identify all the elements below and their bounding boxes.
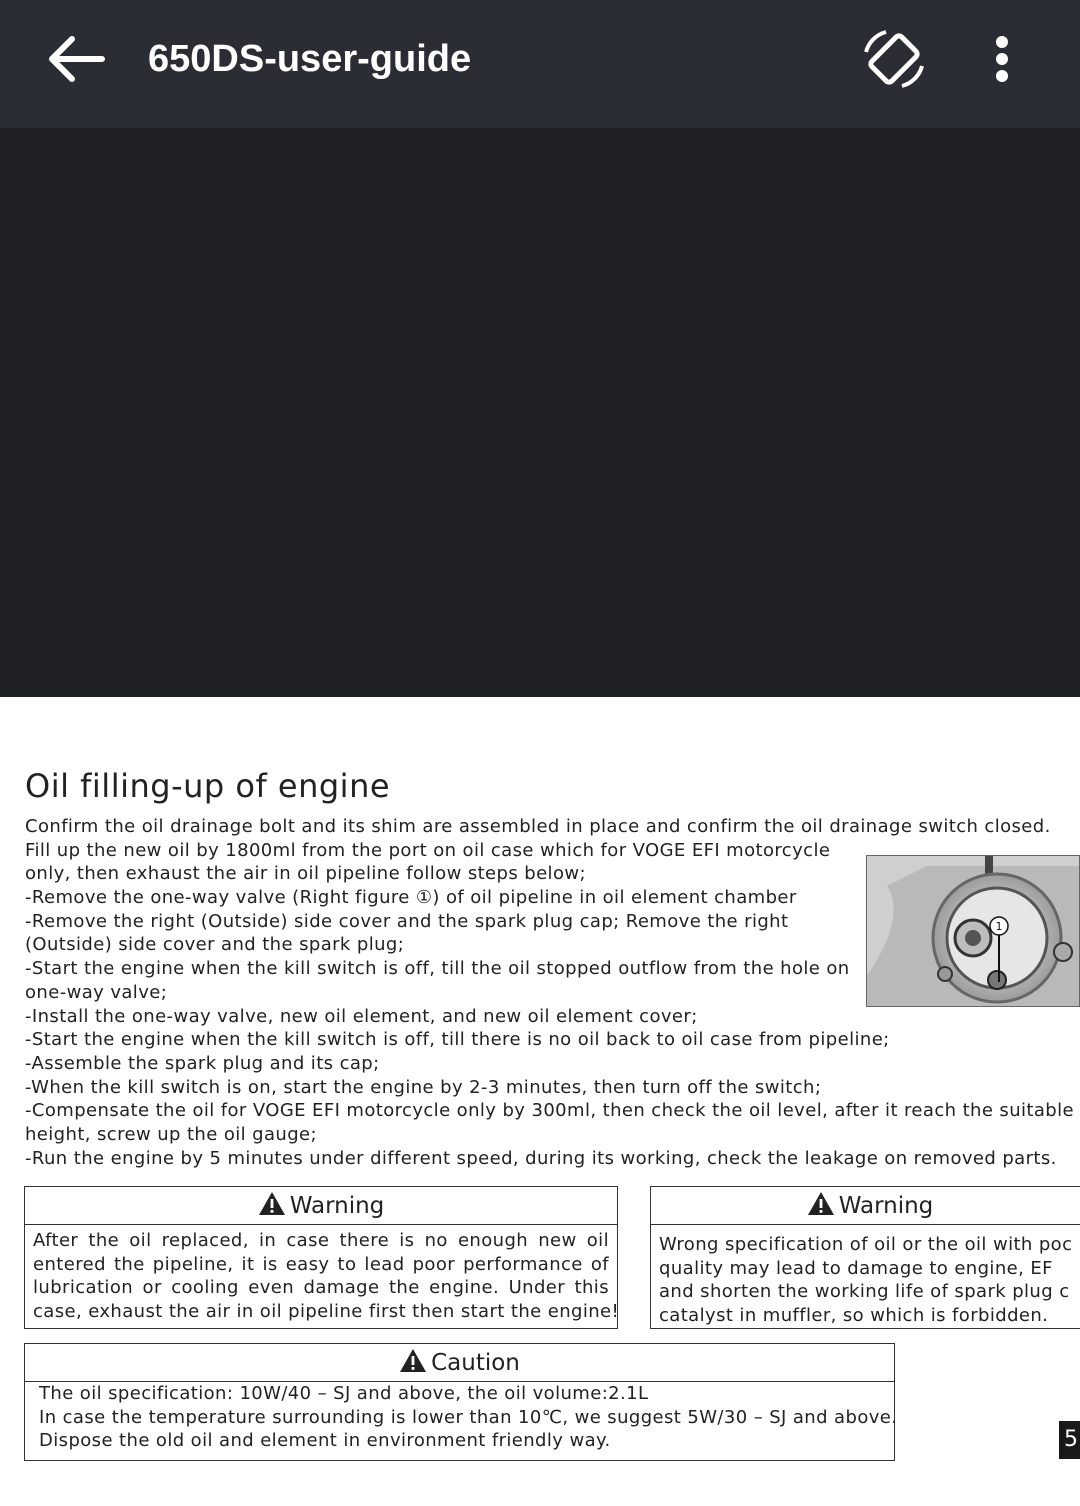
empty-page-area — [0, 128, 1080, 697]
caution-line: Dispose the old oil and element in environment friendly way. — [39, 1430, 611, 1452]
text-line: Confirm the oil drainage bolt and its shim are assembled in place and confirm the oil drainage switch closed. — [25, 816, 1051, 837]
caution-header — [25, 1344, 894, 1382]
back-button[interactable] — [40, 26, 112, 92]
warning-line: After the oil replaced, in case there is no enough new oil — [33, 1230, 609, 1251]
text-line: one-way valve; — [25, 981, 168, 1003]
warning-triangle-icon — [807, 1191, 835, 1216]
warning-box-left — [24, 1186, 618, 1329]
warning-triangle-icon — [258, 1191, 286, 1216]
text-line: -When the kill switch is on, start the engine by 2-3 minutes, then turn off the switch; — [25, 1076, 822, 1098]
text-line: -Remove the one-way valve (Right figure ①) of oil pipeline in oil element chamber — [25, 887, 797, 909]
text-line: height, screw up the oil gauge; — [25, 1123, 317, 1145]
text-line: -Remove the right (Outside) side cover and the spark plug cap; Remove the right — [25, 910, 789, 932]
warning-line: catalyst in muffler, so which is forbidden. — [659, 1304, 1049, 1326]
section-heading: Oil filling-up of engine — [25, 767, 391, 805]
caution-line: In case the temperature surrounding is lower than 10℃, we suggest 5W/30 – SJ and above. — [39, 1406, 898, 1428]
text-line: -Start the engine when the kill switch is off, till the oil stopped outflow from the hole on — [25, 958, 850, 980]
text-line: -Run the engine by 5 minutes under different speed, during its working, check the leakage on removed parts. — [25, 1147, 1057, 1169]
rotate-screen-button[interactable] — [856, 26, 932, 92]
text-line: (Outside) side cover and the spark plug; — [25, 934, 405, 956]
page-number: 5 — [1059, 1421, 1080, 1459]
warning-body — [25, 1225, 620, 1323]
caution-box — [24, 1343, 898, 1461]
figure-marker-label: 1 — [995, 920, 1003, 933]
caution-title: Caution — [431, 1350, 520, 1376]
more-options-button[interactable] — [982, 26, 1022, 92]
text-line: Fill up the new oil by 1800ml from the port on oil case which for VOGE EFI motorcycle — [25, 839, 831, 861]
text-line: -Start the engine when the kill switch is off, till there is no oil back to oil case from pipeline; — [25, 1029, 890, 1051]
caution-body — [25, 1382, 898, 1453]
warning-title: Warning — [838, 1193, 934, 1219]
warning-line: quality may lead to damage to engine, EF — [659, 1257, 1053, 1279]
warning-header — [651, 1187, 1080, 1225]
warning-line: entered the pipeline, it is easy to lead poor performance of — [33, 1253, 609, 1275]
arrow-left-icon — [40, 26, 112, 92]
warning-body — [651, 1225, 1080, 1327]
warning-line: Wrong specification of oil or the oil with poc — [659, 1234, 1073, 1255]
app-bar — [0, 0, 1080, 128]
text-line: only, then exhaust the air in oil pipeline follow steps below; — [25, 863, 586, 885]
text-line: -Compensate the oil for VOGE EFI motorcycle only by 300ml, then check the oil level, after it reach the suitable — [25, 1100, 1075, 1122]
document-title: 650DS-user-guide — [148, 38, 472, 80]
warning-triangle-icon — [399, 1348, 427, 1373]
caution-line: The oil specification: 10W/40 – SJ and above, the oil volume:2.1L — [39, 1383, 649, 1404]
text-line: -Assemble the spark plug and its cap; — [25, 1052, 380, 1074]
document-page[interactable] — [0, 697, 1080, 1506]
warning-header — [25, 1187, 617, 1225]
oil-element-chamber-figure — [866, 855, 1080, 1007]
warning-title: Warning — [289, 1193, 385, 1219]
warning-line: and shorten the working life of spark plug c — [659, 1281, 1070, 1303]
warning-line: lubrication or cooling even damage the engine. Under this — [33, 1277, 609, 1299]
text-line: -Install the one-way valve, new oil element, and new oil element cover; — [25, 1005, 698, 1027]
warning-box-right — [650, 1186, 1080, 1329]
warning-line: case, exhaust the air in oil pipeline first then start the engine! — [33, 1300, 620, 1322]
screen-rotation-icon — [856, 26, 932, 92]
more-vertical-icon — [982, 26, 1022, 92]
